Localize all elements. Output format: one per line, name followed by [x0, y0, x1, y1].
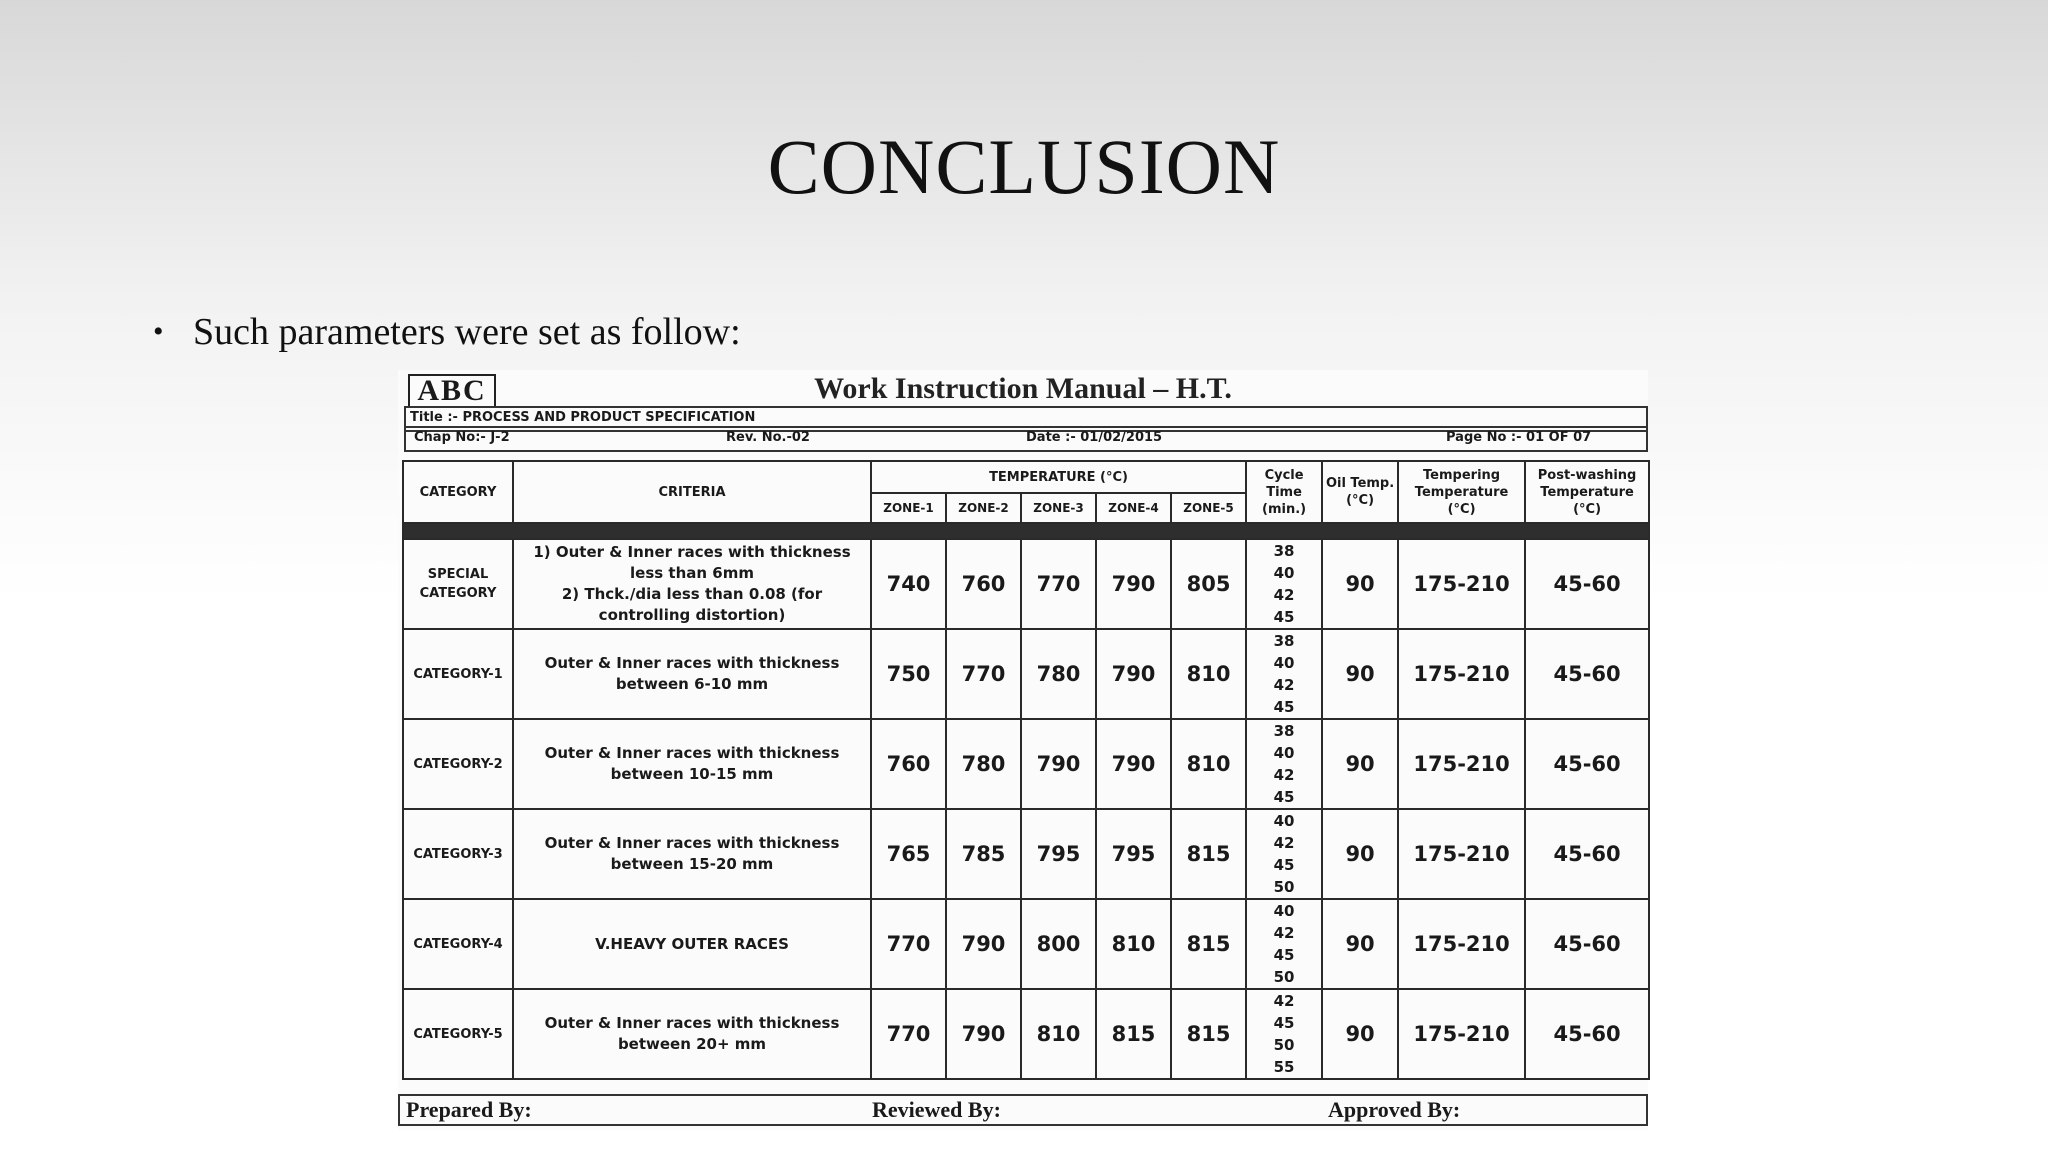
cycle-time-value: 50: [1273, 878, 1295, 896]
cycle-time-value: 42: [1273, 766, 1295, 784]
document-header: [398, 370, 1648, 450]
category-cell: CATEGORY-1: [403, 629, 513, 719]
company-logo: ABC: [408, 374, 496, 408]
slide-title: CONCLUSION: [767, 123, 1281, 210]
zone-temp-cell: 815: [1171, 899, 1246, 989]
header-oil-temp: Oil Temp. (°C): [1322, 461, 1398, 523]
zone-temp-cell: 800: [1021, 899, 1096, 989]
zone-temp-cell: 770: [871, 989, 946, 1079]
zone-temp-cell: 790: [946, 989, 1021, 1079]
cycle-time-value: 38: [1273, 722, 1295, 740]
cycle-time-value: 55: [1273, 1058, 1295, 1076]
zone-temp-cell: 805: [1171, 539, 1246, 629]
bullet-dot-icon: •: [153, 315, 164, 348]
zone-temp-cell: 790: [946, 899, 1021, 989]
header-zone: ZONE-5: [1171, 493, 1246, 523]
bullet-point: [153, 310, 741, 354]
category-cell: SPECIAL CATEGORY: [403, 539, 513, 629]
chap-no: Chap No:- J-2: [414, 430, 510, 445]
zone-temp-cell: 770: [871, 899, 946, 989]
table-row: [403, 899, 1649, 989]
zone-temp-cell: 740: [871, 539, 946, 629]
cycle-time-value: 42: [1273, 924, 1295, 942]
cycle-time-value: 40: [1273, 654, 1295, 672]
cycle-time-value: 40: [1273, 744, 1295, 762]
bullet-text: Such parameters were set as follow:: [193, 311, 741, 353]
cycle-time-cell: [1246, 989, 1322, 1079]
cycle-time-value: 45: [1273, 788, 1295, 806]
zone-temp-cell: 795: [1096, 809, 1171, 899]
category-cell: CATEGORY-3: [403, 809, 513, 899]
post-washing-cell: 45-60: [1525, 899, 1649, 989]
prepared-by: Prepared By:: [406, 1097, 532, 1122]
cycle-time-value: 45: [1273, 1014, 1295, 1032]
criteria-cell: Outer & Inner races with thickness between 10-15 mm: [513, 719, 871, 809]
header-tempering: Tempering Temperature (°C): [1398, 461, 1525, 523]
oil-temp-cell: 90: [1322, 989, 1398, 1079]
table-row: [403, 629, 1649, 719]
category-cell: CATEGORY-5: [403, 989, 513, 1079]
zone-temp-cell: 790: [1096, 539, 1171, 629]
header-temperature: TEMPERATURE (°C): [871, 461, 1246, 493]
tempering-cell: 175-210: [1398, 899, 1525, 989]
criteria-cell: V.HEAVY OUTER RACES: [513, 899, 871, 989]
cycle-time-value: 42: [1273, 992, 1295, 1010]
cycle-time-value: 42: [1273, 676, 1295, 694]
doc-date: Date :- 01/02/2015: [1026, 430, 1163, 445]
table-row: [403, 539, 1649, 629]
tempering-cell: 175-210: [1398, 809, 1525, 899]
post-washing-cell: 45-60: [1525, 539, 1649, 629]
zone-temp-cell: 810: [1021, 989, 1096, 1079]
rev-no: Rev. No.-02: [726, 430, 810, 445]
cycle-time-value: 45: [1273, 946, 1295, 964]
zone-temp-cell: 810: [1171, 719, 1246, 809]
cycle-time-value: 50: [1273, 1036, 1295, 1054]
oil-temp-cell: 90: [1322, 809, 1398, 899]
header-zone: ZONE-4: [1096, 493, 1171, 523]
oil-temp-cell: 90: [1322, 539, 1398, 629]
zone-temp-cell: 750: [871, 629, 946, 719]
oil-temp-cell: 90: [1322, 719, 1398, 809]
oil-temp-cell: 90: [1322, 629, 1398, 719]
category-cell: CATEGORY-2: [403, 719, 513, 809]
header-zone: ZONE-3: [1021, 493, 1096, 523]
zone-temp-cell: 765: [871, 809, 946, 899]
zone-temp-cell: 770: [946, 629, 1021, 719]
zone-temp-cell: 780: [946, 719, 1021, 809]
zone-temp-cell: 790: [1096, 629, 1171, 719]
work-instruction-document: [398, 370, 1648, 1130]
cycle-time-cell: [1246, 629, 1322, 719]
tempering-cell: 175-210: [1398, 539, 1525, 629]
zone-temp-cell: 790: [1096, 719, 1171, 809]
zone-temp-cell: 810: [1096, 899, 1171, 989]
cycle-time-cell: [1246, 539, 1322, 629]
zone-temp-cell: 785: [946, 809, 1021, 899]
oil-temp-cell: 90: [1322, 899, 1398, 989]
divider-band: [403, 523, 1649, 539]
zone-temp-cell: 760: [946, 539, 1021, 629]
zone-temp-cell: 780: [1021, 629, 1096, 719]
page-no: Page No :- 01 OF 07: [1446, 430, 1592, 445]
header-zone: ZONE-2: [946, 493, 1021, 523]
approved-by: Approved By:: [1328, 1097, 1461, 1122]
post-washing-cell: 45-60: [1525, 629, 1649, 719]
criteria-cell: Outer & Inner races with thickness between 20+ mm: [513, 989, 871, 1079]
spec-table-body: [403, 523, 1649, 1079]
zone-temp-cell: 810: [1171, 629, 1246, 719]
header-zone: ZONE-1: [871, 493, 946, 523]
table-row: [403, 719, 1649, 809]
header-category: CATEGORY: [403, 461, 513, 523]
spec-title: Title :- PROCESS AND PRODUCT SPECIFICATION: [410, 410, 756, 425]
criteria-cell: 1) Outer & Inner races with thickness less than 6mm 2) Thck./dia less than 0.08 (for controlling distortion): [513, 539, 871, 629]
meta-line: [404, 426, 1648, 452]
cycle-time-value: 42: [1273, 586, 1295, 604]
tempering-cell: 175-210: [1398, 989, 1525, 1079]
cycle-time-value: 40: [1273, 902, 1295, 920]
zone-temp-cell: 760: [871, 719, 946, 809]
header-post-washing: Post-washing Temperature (°C): [1525, 461, 1649, 523]
zone-temp-cell: 815: [1171, 809, 1246, 899]
tempering-cell: 175-210: [1398, 629, 1525, 719]
zone-temp-cell: 770: [1021, 539, 1096, 629]
cycle-time-cell: [1246, 719, 1322, 809]
zone-temp-cell: 815: [1096, 989, 1171, 1079]
reviewed-by: Reviewed By:: [872, 1097, 1001, 1122]
signature-row: [398, 1094, 1648, 1126]
header-criteria: CRITERIA: [513, 461, 871, 523]
table-row: [403, 989, 1649, 1079]
zone-temp-cell: 790: [1021, 719, 1096, 809]
table-row: [403, 809, 1649, 899]
tempering-cell: 175-210: [1398, 719, 1525, 809]
cycle-time-value: 40: [1273, 812, 1295, 830]
cycle-time-value: 42: [1273, 834, 1295, 852]
post-washing-cell: 45-60: [1525, 719, 1649, 809]
cycle-time-cell: [1246, 809, 1322, 899]
cycle-time-value: 50: [1273, 968, 1295, 986]
zone-temp-cell: 815: [1171, 989, 1246, 1079]
cycle-time-value: 45: [1273, 856, 1295, 874]
criteria-cell: Outer & Inner races with thickness between 15-20 mm: [513, 809, 871, 899]
cycle-time-value: 45: [1273, 608, 1295, 626]
cycle-time-cell: [1246, 899, 1322, 989]
cycle-time-value: 38: [1273, 542, 1295, 560]
post-washing-cell: 45-60: [1525, 809, 1649, 899]
header-cycle-time: Cycle Time (min.): [1246, 461, 1322, 523]
criteria-cell: Outer & Inner races with thickness between 6-10 mm: [513, 629, 871, 719]
cycle-time-value: 38: [1273, 632, 1295, 650]
post-washing-cell: 45-60: [1525, 989, 1649, 1079]
manual-title: Work Instruction Manual – H.T.: [814, 372, 1232, 405]
zone-temp-cell: 795: [1021, 809, 1096, 899]
category-cell: CATEGORY-4: [403, 899, 513, 989]
cycle-time-value: 40: [1273, 564, 1295, 582]
spec-table: [402, 460, 1650, 1080]
cycle-time-value: 45: [1273, 698, 1295, 716]
